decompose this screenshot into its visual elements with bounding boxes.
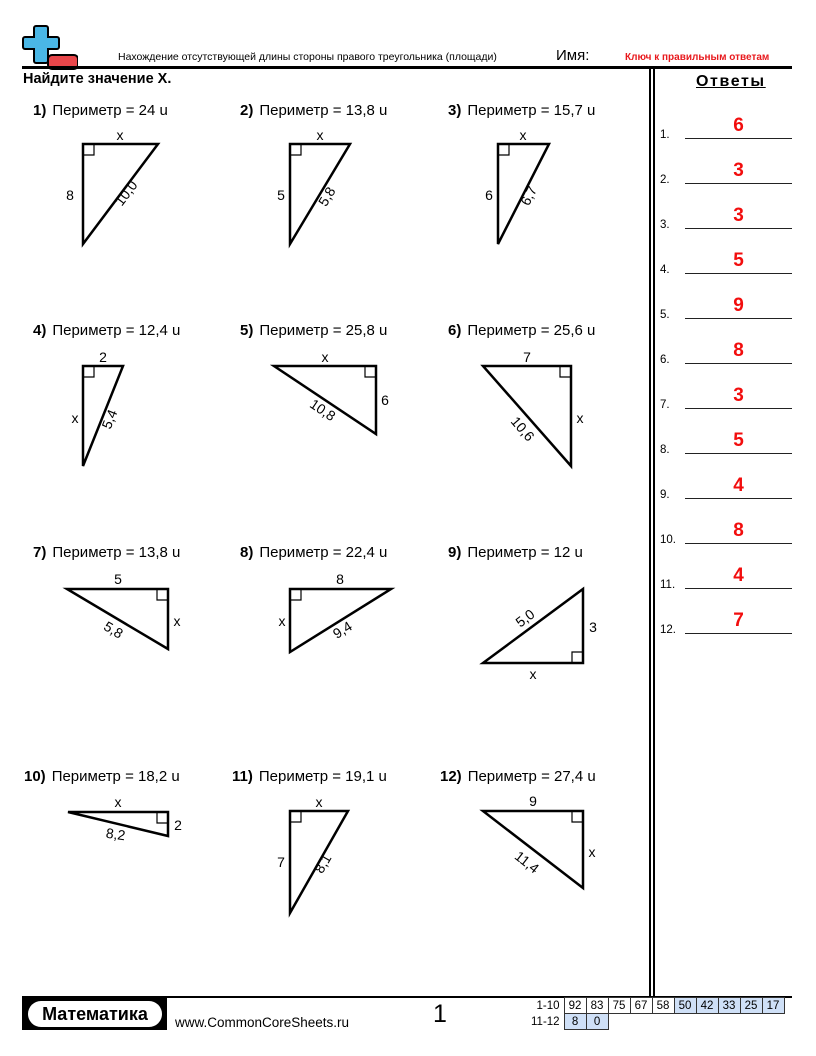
answer-value: 5 <box>733 430 744 451</box>
svg-text:7: 7 <box>277 854 285 870</box>
svg-text:x: x <box>576 410 584 426</box>
svg-text:x: x <box>316 127 324 143</box>
problem-6-label: 6) Периметр = 25,6 u <box>448 322 596 339</box>
answer-value: 3 <box>733 160 744 181</box>
answer-value: 3 <box>733 205 744 226</box>
answer-row-6: 6. 8 <box>660 336 792 366</box>
svg-text:5: 5 <box>277 187 285 203</box>
score-row-1-10: 1-10 92 83 75 67 58 50 42 33 25 17 <box>528 998 784 1014</box>
answer-row-4: 4. 5 <box>660 246 792 276</box>
worksheet-title: Нахождение отсутствующей длины стороны правого треугольника (площади) <box>118 51 497 63</box>
problem-12-label: 12) Периметр = 27,4 u <box>440 768 596 785</box>
answer-value: 4 <box>733 475 744 496</box>
svg-text:7: 7 <box>523 349 531 365</box>
answers-title: Ответы <box>696 73 766 90</box>
answer-value: 9 <box>733 295 744 316</box>
svg-text:8,1: 8,1 <box>310 851 335 876</box>
problem-1-label: 1) Периметр = 24 u <box>33 102 168 119</box>
answer-value: 6 <box>733 115 744 136</box>
svg-text:x: x <box>321 349 329 365</box>
problem-8-label: 8) Периметр = 22,4 u <box>240 544 388 561</box>
svg-text:x: x <box>71 410 79 426</box>
problem-3-label: 3) Периметр = 15,7 u <box>448 102 596 119</box>
answer-value: 8 <box>733 340 744 361</box>
problem-11-label: 11) Периметр = 19,1 u <box>232 768 387 785</box>
problem-4-label: 4) Периметр = 12,4 u <box>33 322 181 339</box>
problem-7-label: 7) Периметр = 13,8 u <box>33 544 181 561</box>
svg-text:x: x <box>529 666 537 682</box>
svg-text:5,4: 5,4 <box>98 407 121 432</box>
answer-row-11: 11. 4 <box>660 561 792 591</box>
problem-10-label: 10) Периметр = 18,2 u <box>24 768 180 785</box>
svg-text:x: x <box>278 613 286 629</box>
answer-row-10: 10. 8 <box>660 516 792 546</box>
answer-row-2: 2. 3 <box>660 156 792 186</box>
svg-text:8,2: 8,2 <box>104 824 127 844</box>
svg-text:3: 3 <box>589 619 597 635</box>
svg-text:2: 2 <box>174 817 182 833</box>
answer-row-1: 1. 6 <box>660 111 792 141</box>
answer-value: 8 <box>733 520 744 541</box>
answer-value: 3 <box>733 385 744 406</box>
answer-value: 5 <box>733 250 744 271</box>
problem-5-label: 5) Периметр = 25,8 u <box>240 322 388 339</box>
svg-text:x: x <box>588 844 596 860</box>
svg-text:9: 9 <box>529 793 537 809</box>
svg-text:x: x <box>315 794 323 810</box>
instructions: Найдите значение X. <box>23 71 172 87</box>
answer-value: 4 <box>733 565 744 586</box>
svg-text:6: 6 <box>381 392 389 408</box>
svg-text:x: x <box>173 613 181 629</box>
answer-row-9: 9. 4 <box>660 471 792 501</box>
problem-2-label: 2) Периметр = 13,8 u <box>240 102 388 119</box>
answer-row-5: 5. 9 <box>660 291 792 321</box>
svg-text:x: x <box>116 127 124 143</box>
svg-text:11,4: 11,4 <box>511 847 543 877</box>
svg-text:10,6: 10,6 <box>507 413 538 445</box>
site-url: www.CommonCoreSheets.ru <box>175 1015 350 1030</box>
svg-text:6: 6 <box>485 187 493 203</box>
svg-text:10,8: 10,8 <box>307 395 339 425</box>
svg-text:8: 8 <box>66 187 74 203</box>
problem-9-label: 9) Периметр = 12 u <box>448 544 583 561</box>
svg-text:5: 5 <box>114 571 122 587</box>
svg-text:6,7: 6,7 <box>516 183 541 209</box>
score-row-11-12: 11-12 8 0 <box>528 1014 784 1030</box>
name-label: Имя: <box>556 47 590 64</box>
answer-key-label: Ключ к правильным ответам <box>625 52 770 63</box>
score-table <box>528 997 785 1030</box>
answer-row-7: 7. 3 <box>660 381 792 411</box>
svg-text:5,0: 5,0 <box>512 605 538 631</box>
svg-text:x: x <box>519 127 527 143</box>
svg-text:9,4: 9,4 <box>329 617 355 642</box>
answer-row-8: 8. 5 <box>660 426 792 456</box>
brand-label: Математика <box>28 1001 162 1027</box>
svg-text:8: 8 <box>336 571 344 587</box>
svg-text:2: 2 <box>99 349 107 365</box>
svg-text:5,8: 5,8 <box>314 183 339 209</box>
svg-text:x: x <box>114 794 122 810</box>
answer-row-12: 12. 7 <box>660 606 792 636</box>
svg-text:10,0: 10,0 <box>111 177 141 209</box>
answer-value: 7 <box>733 610 744 631</box>
answer-row-3: 3. 3 <box>660 201 792 231</box>
page-number: 1 <box>433 1000 447 1028</box>
svg-text:5,8: 5,8 <box>101 617 127 642</box>
